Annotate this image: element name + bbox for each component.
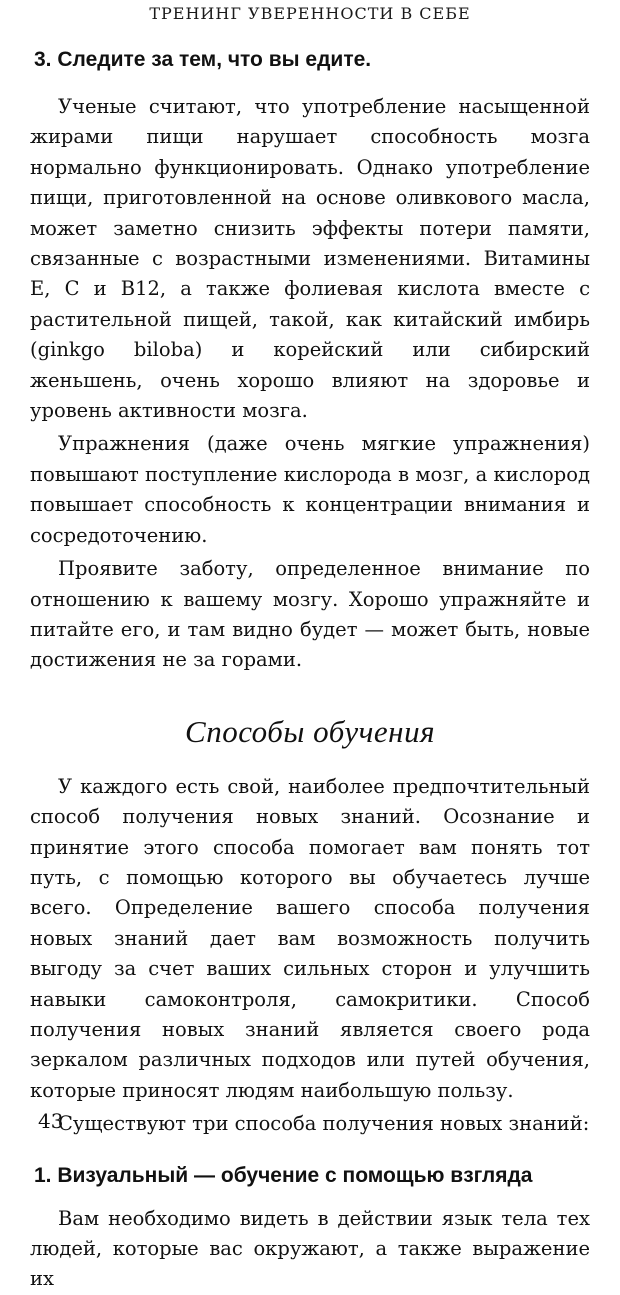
running-header: ТРЕНИНГ УВЕРЕННОСТИ В СЕБЕ (149, 4, 471, 23)
paragraph: Упражнения (даже очень мягкие упражнения) повышают поступление кислорода в мозг, а кислород повышает способность к концентрации внимания и сосредоточению. (30, 432, 590, 547)
paragraph: Вам необходимо видеть в действии язык тела тех людей, которые вас окружают, а также выражение их (30, 1206, 590, 1291)
section-heading-diet: 3. Следите за тем, что вы едите. (34, 48, 372, 71)
page-number: 43 (38, 1109, 64, 1133)
paragraph: Ученые считают, что употребление насыщенной жирами пищи нарушает способность мозга нормально функционировать. Однако употребление пищи, приготовленной на основе оливкового масла, может заметно снизить эффекты потери памяти, связанные с возрастными изменениями. Витамины Е, С и В12, а также фолиевая кислота вместе с растительной пищей, такой, как китайский имбирь (ginkgo biloba) и корейский или сибирский женьшень, очень хорошо влияют на здоровье и уровень активности мозга. (30, 95, 590, 423)
paragraph: У каждого есть свой, наиболее предпочтительный способ получения новых знаний. Осознание и принятие этого способа помогает вам понять тот путь, с помощью которого вы обучаетесь лучше всего. Определение вашего способа получения новых знаний дает вам возможность получить выгоду за счет ваших сильных сторон и улучшить навыки самоконтроля, самокритики. Способ получения новых знаний является своего рода зеркалом различных подходов или путей обучения, которые приносят людям наибольшую пользу. (30, 774, 590, 1102)
paragraph: Существуют три способа получения новых знаний: (58, 1112, 590, 1136)
page-content (30, 40, 590, 1295)
paragraph: Проявите заботу, определенное внимание по отношению к вашему мозгу. Хорошо упражняйте и питайте его, и там видно будет — может быть, новые достижения не за горами. (30, 557, 590, 672)
section-title-learning-styles: Способы обучения (185, 713, 435, 749)
section-heading-visual: 1. Визуальный — обучение с помощью взгляда (34, 1163, 533, 1187)
